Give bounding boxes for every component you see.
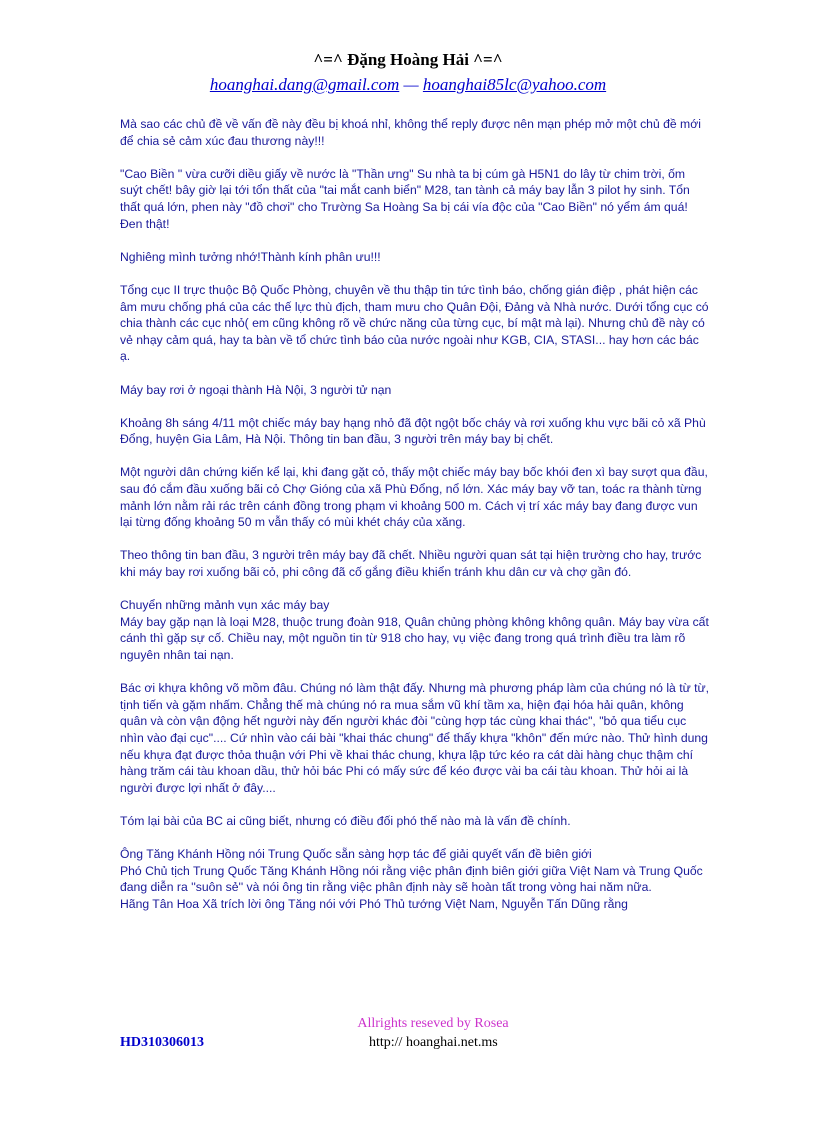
paragraph: Hãng Tân Hoa Xã trích lời ông Tăng nói với Phó Thủ tướng Việt Nam, Nguyễn Tấn Dũng rằng [120, 896, 628, 911]
email-link-gmail[interactable]: hoanghai.dang@gmail.com [209, 75, 400, 94]
section-heading: Ông Tăng Khánh Hồng nói Trung Quốc sẵn sàng hợp tác để giải quyết vấn đề biên giới [120, 847, 592, 862]
paragraph: "Cao Biền " vừa cưỡi diều giấy về nước là "Thần ưng" Su nhà ta bị cúm gà H5N1 do lây từ chim trời, ốm suýt chết! bây giờ lại tới tổn thất của "tai mắt canh biển" M28, tan tành cả máy bay lẫn 3 pilot hy sinh. Tổn thất quá lớn, phen này "đồ chơi" cho Trường Sa Hoàng Sa bị cái vía độc của "Cao Biền" nó yểm ám quá! Đen thật! [120, 166, 690, 231]
author-emails [0, 75, 816, 95]
paragraph: Mà sao các chủ đề về vấn đề này đều bị khoá nhỉ, không thể reply được nên mạn phép mở một chủ đề mới để chia sẻ cảm xúc đau thương này!!! [120, 117, 701, 148]
paragraph: Khoảng 8h sáng 4/11 một chiếc máy bay hạng nhỏ đã đột ngột bốc cháy và rơi xuống khu vực bãi cỏ xã Phù Đổng, huyện Gia Lâm, Hà Nội. Thông tin ban đầu, 3 người trên máy bay bị chết. [120, 415, 706, 447]
footer-document-id: HD310306013 [120, 1035, 204, 1050]
paragraph: Theo thông tin ban đầu, 3 người trên máy bay đã chết. Nhiều người quan sát tại hiện trường cho hay, trước khi máy bay rơi xuống bãi cỏ, phi công đã cố gắng điều khiển tránh khu dân cư và chợ gần đó. [120, 548, 702, 580]
paragraph: Bác ơi khựa không võ mồm đâu. Chúng nó làm thật đấy. Nhưng mà phương pháp làm của chúng nó là từ từ, tịnh tiến và gặm nhấm. Chẳng thế mà chúng nó ra mua sắm vũ khí tầm xa, hiện đại hóa hải quân, không quân và còn vận động hết người này đến người khác đòi "cùng hợp tác cùng khai thác", "bỏ qua tiểu cục nhìn vào đại cục".... Cứ nhìn vào cái bài "khai thác chung" để thấy khựa "khôn" đến mức nào. Thử hình dung nếu khựa đạt được thỏa thuận với Phi về khai thác chung, khựa lập tức kéo ra cát dài hàng chục thậm chí hàng trăm cái tàu khoan dầu, thử hỏi bác Phi có mấy sức để kéo được vài ba cái tàu khoan. Thử hỏi ai là người được lợi nhất ở đây.... [120, 681, 710, 795]
author-title: ^=^ Đặng Hoàng Hải ^=^ [313, 50, 503, 69]
paragraph: Tổng cục II trực thuộc Bộ Quốc Phòng, chuyên về thu thập tin tức tình báo, chống gián điệp , phát hiện các âm mưu chống phá của các thế lực thù địch, tham mưu cho Quân Đội, Đảng và Nhà nước. Dưới tổng cục có chia thành các cục nhỏ( em cũng không rõ về chức năng của từng cục, bí mật mà lại). Nhưng chủ đề này có vẻ nhạy cảm quá, hay ta bàn về tổ chức tình báo của nước ngoài như KGB, CIA, STASI... hay hơn các bác ạ. [120, 282, 709, 364]
news-headline: Máy bay rơi ở ngoại thành Hà Nội, 3 người tử nạn [120, 382, 392, 397]
footer-copyright: Allrights reseved by Rosea [357, 1016, 509, 1031]
paragraph: Phó Chủ tịch Trung Quốc Tăng Khánh Hồng nói rằng việc phân định biên giới giữa Việt Nam và Trung Quốc đang diễn ra ''suôn sẻ'' và nói ông tin rằng việc phân định này sẽ hoàn tất trong vòng hai năm nữa. [120, 863, 703, 895]
paragraph: Nghiêng mình tưởng nhớ!Thành kính phân ưu!!! [120, 249, 381, 264]
document-body [120, 116, 710, 913]
email-link-yahoo[interactable]: hoanghai85lc@yahoo.com [422, 75, 607, 94]
footer-website-url: http:// hoanghai.net.ms [369, 1035, 498, 1050]
paragraph: Tóm lại bài của BC ai cũng biết, nhưng có điều đối phó thế nào mà là vấn đề chính. [120, 813, 571, 828]
paragraph: Một người dân chứng kiến kể lại, khi đang gặt cỏ, thấy một chiếc máy bay bốc khói đen xì bay sượt qua đầu, sau đó cắm đầu xuống bãi cỏ Chợ Gióng của xã Phù Đổng, nổ lớn. Xác máy bay vỡ tan, toác ra thành từng mảnh lớn nằm rải rác trên cánh đồng trong phạm vi khoảng 500 m. Cách vị trí xác máy bay đang được vun lại từng đống khoảng 50 m vẫn thấy có mùi khét cháy của xăng. [120, 465, 708, 530]
paragraph: Máy bay gặp nạn là loại M28, thuộc trung đoàn 918, Quân chủng phòng không không quân. Máy bay vừa cất cánh thì gặp sự cố. Chiều nay, một nguồn tin từ 918 cho hay, vụ việc đang trong quá trình điều tra làm rõ nguyên nhân tai nạn. [120, 614, 709, 662]
section-heading: Chuyển những mảnh vụn xác máy bay [120, 598, 330, 613]
email-separator: — [399, 75, 423, 94]
